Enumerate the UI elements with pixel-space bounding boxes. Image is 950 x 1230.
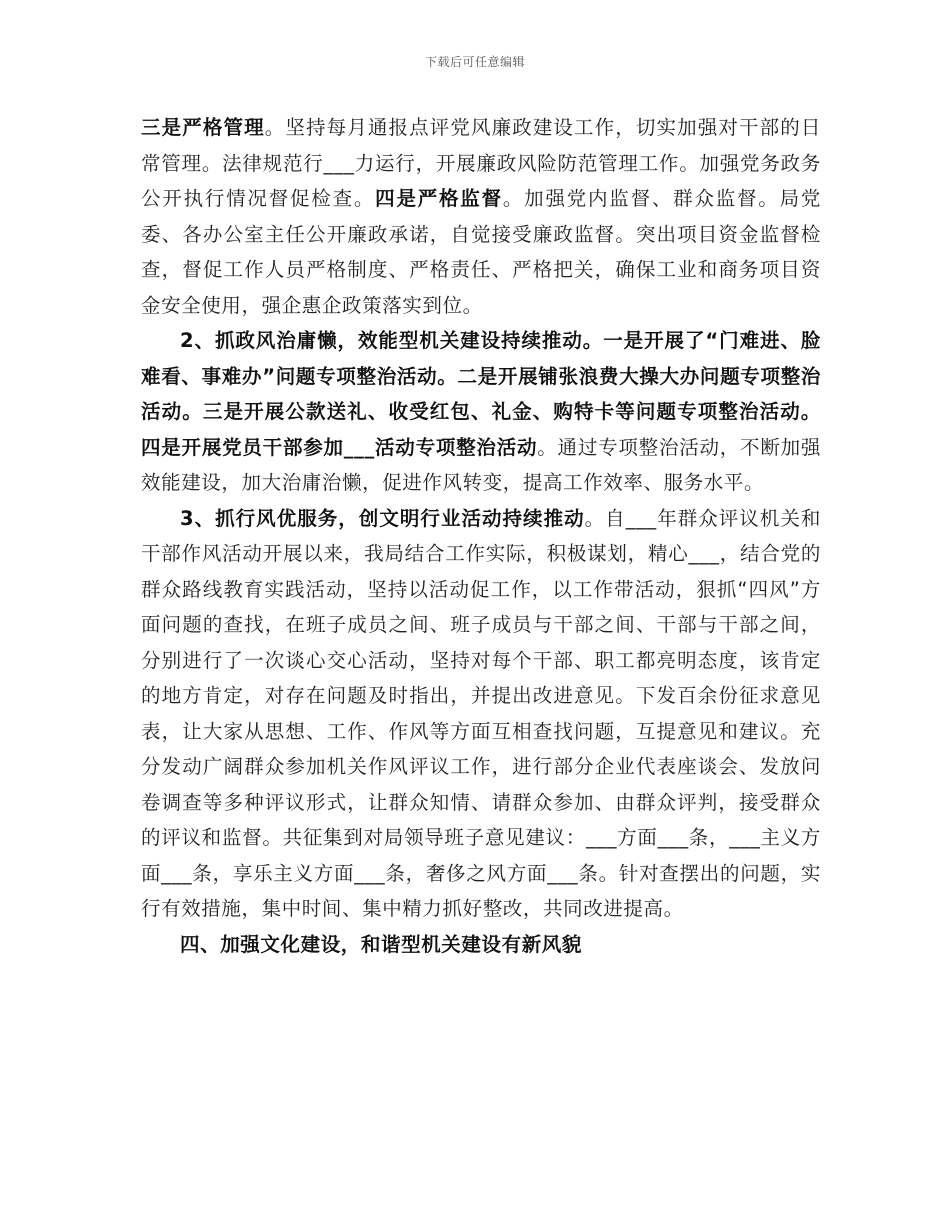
paragraph-text: 。坚持每月通报点评党风廉政建设工作，切实加强对干部的日常管理。法律规范行___力运行，开展廉政风险防范管理工作。加强党务政务公开执行情况督促检查。 [141,116,821,210]
paragraph-section-2 [141,323,821,501]
section-3-bold-text: 3、抓行风优服务，创文明行业活动持续推动 [180,506,585,530]
page-header: 下载后可任意编辑 [424,55,525,69]
paragraph-strict-management [141,110,821,323]
paragraph-text: 。通过专项整治活动，不断加强效能建设，加大治庸治懒，促进作风转变，提高工作效率、服务水平。 [141,435,821,494]
section-heading-4: 四、加强文化建设，和谐型机关建设有新风貌 [180,932,583,956]
paragraph-text: 。加强党内监督、群众监督。局党委、各办公室主任公开廉政承诺，自觉接受廉政监督。突出项目资金监督检查，督促工作人员严格制度、严格责任、严格把关，确保工业和商务项目资金安全使用，强企惠企政策落实到位。 [141,187,821,317]
paragraph-section-3 [141,501,821,927]
section-2-bold-text: 2、抓政风治庸懒，效能型机关建设持续推动。一是开展了“门难进、脸难看、事难办”问题专项整治活动。二是开展铺张浪费大操大办问题专项整治活动。三是开展公款送礼、收受红包、礼金、购特卡等问题专项整治活动。四是开展党员干部参加___活动专项整治活动 [141,329,821,459]
lead-strict-management: 三是严格管理 [141,116,265,139]
lead-strict-supervision: 四是严格监督 [375,187,503,210]
paragraph-text: 。自___年群众评议机关和干部作风活动开展以来，我局结合工作实际，积极谋划，精心___，结合党的群众路线教育实践活动，坚持以活动促工作，以工作带活动，狠抓“四风”方面问题的查找，在班子成员之间、班子成员与干部之间、干部与干部之间，分别进行了一次谈心交心活动，坚持对每个干部、职工都亮明态度，该肯定的地方肯定，对存在问题及时指出，并提出改进意见。下发百余份征求意见表，让大家从思想、工作、作风等方面互相查找问题，互提意见和建议。充分发动广阔群众参加机关作风评议工作，进行部分企业代表座谈会、发放问卷调查等多种评议形式，让群众知情、请群众参加、由群众评判，接受群众的评议和监督。共征集到对局领导班子意见建议：___方面___条，___主义方面___条，享乐主义方面___条，奢侈之风方面___条。针对查摆出的问题，实行有效措施，集中时间、集中精力抓好整改，共同改进提高。 [141,506,821,920]
document-body [141,110,821,962]
